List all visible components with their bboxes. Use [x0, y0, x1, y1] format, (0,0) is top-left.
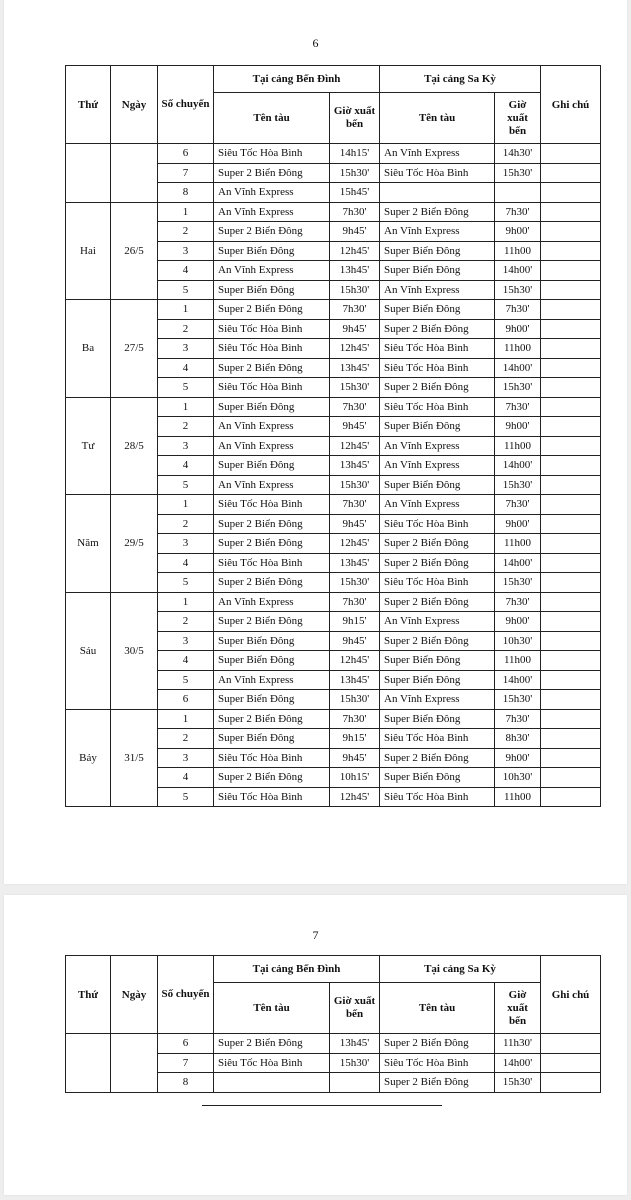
- note-cell: [541, 573, 601, 593]
- ben-dinh-ship-cell: Siêu Tốc Hòa Bình: [214, 378, 330, 398]
- page-number: 7: [312, 928, 319, 942]
- ben-dinh-time-cell: 15h30': [330, 378, 380, 398]
- note-cell: [541, 339, 601, 359]
- sa-ky-time-cell: 15h30': [495, 280, 541, 300]
- sa-ky-time-cell: 10h30': [495, 631, 541, 651]
- header-ship-name: Tên tàu: [380, 93, 495, 144]
- trip-number-cell: 3: [158, 241, 214, 261]
- trip-number-cell: 1: [158, 397, 214, 417]
- trip-number-cell: 4: [158, 261, 214, 281]
- sa-ky-ship-cell: An Vĩnh Express: [380, 456, 495, 476]
- trip-number-cell: 5: [158, 573, 214, 593]
- trip-number-cell: 4: [158, 358, 214, 378]
- ben-dinh-time-cell: 9h45': [330, 417, 380, 437]
- ben-dinh-time-cell: 13h45': [330, 261, 380, 281]
- sa-ky-time-cell: 7h30': [495, 495, 541, 515]
- ben-dinh-ship-cell: An Vĩnh Express: [214, 261, 330, 281]
- sa-ky-ship-cell: An Vĩnh Express: [380, 612, 495, 632]
- sa-ky-time-cell: 14h30': [495, 144, 541, 164]
- note-cell: [541, 183, 601, 203]
- sa-ky-time-cell: [495, 183, 541, 203]
- trip-number-cell: 7: [158, 1053, 214, 1073]
- sa-ky-time-cell: 8h30': [495, 729, 541, 749]
- ben-dinh-ship-cell: Super 2 Biển Đông: [214, 768, 330, 788]
- header-day: Thứ: [66, 956, 111, 1034]
- date-cell: [111, 1034, 158, 1093]
- note-cell: [541, 1034, 601, 1054]
- date-cell: [111, 144, 158, 203]
- header-day: Thứ: [66, 66, 111, 144]
- ben-dinh-time-cell: [330, 1073, 380, 1093]
- trip-number-cell: 3: [158, 534, 214, 554]
- trip-number-cell: 6: [158, 1034, 214, 1054]
- ben-dinh-ship-cell: Super 2 Biển Đông: [214, 358, 330, 378]
- sa-ky-ship-cell: Super 2 Biển Đông: [380, 748, 495, 768]
- sa-ky-time-cell: 11h00: [495, 436, 541, 456]
- ben-dinh-ship-cell: Super 2 Biển Đông: [214, 534, 330, 554]
- sa-ky-ship-cell: Siêu Tốc Hòa Bình: [380, 1053, 495, 1073]
- sa-ky-ship-cell: An Vĩnh Express: [380, 222, 495, 242]
- ben-dinh-time-cell: 7h30': [330, 202, 380, 222]
- table-row: [66, 300, 601, 320]
- ben-dinh-ship-cell: Super Biển Đông: [214, 456, 330, 476]
- sa-ky-ship-cell: Super 2 Biển Đông: [380, 631, 495, 651]
- trip-number-cell: 5: [158, 787, 214, 807]
- trip-number-cell: 2: [158, 417, 214, 437]
- trip-number-cell: 4: [158, 651, 214, 671]
- note-cell: [541, 592, 601, 612]
- trip-number-cell: 5: [158, 280, 214, 300]
- ben-dinh-time-cell: 13h45': [330, 1034, 380, 1054]
- ben-dinh-time-cell: 9h45': [330, 319, 380, 339]
- trip-number-cell: 2: [158, 319, 214, 339]
- ben-dinh-ship-cell: An Vĩnh Express: [214, 670, 330, 690]
- trip-number-cell: 8: [158, 183, 214, 203]
- note-cell: [541, 768, 601, 788]
- end-divider-line: [202, 1105, 442, 1106]
- ben-dinh-ship-cell: Super Biển Đông: [214, 690, 330, 710]
- sa-ky-ship-cell: An Vĩnh Express: [380, 280, 495, 300]
- ben-dinh-time-cell: 13h45': [330, 670, 380, 690]
- trip-number-cell: 5: [158, 378, 214, 398]
- ben-dinh-time-cell: 12h45': [330, 436, 380, 456]
- ben-dinh-ship-cell: Siêu Tốc Hòa Bình: [214, 495, 330, 515]
- header-port-sa-ky: Tại cảng Sa Kỳ: [380, 66, 541, 93]
- header-note: Ghi chú: [541, 956, 601, 1034]
- sa-ky-ship-cell: Super Biển Đông: [380, 768, 495, 788]
- trip-number-cell: 6: [158, 144, 214, 164]
- sa-ky-ship-cell: Siêu Tốc Hòa Bình: [380, 163, 495, 183]
- sa-ky-time-cell: 11h30': [495, 1034, 541, 1054]
- ben-dinh-time-cell: 7h30': [330, 709, 380, 729]
- sa-ky-time-cell: 14h00': [495, 456, 541, 476]
- sa-ky-ship-cell: Super Biển Đông: [380, 261, 495, 281]
- ben-dinh-ship-cell: An Vĩnh Express: [214, 436, 330, 456]
- ben-dinh-time-cell: 7h30': [330, 300, 380, 320]
- header-port-ben-dinh: Tại cảng Bến Đình: [214, 66, 380, 93]
- ben-dinh-time-cell: 15h30': [330, 690, 380, 710]
- ben-dinh-time-cell: 9h45': [330, 748, 380, 768]
- note-cell: [541, 144, 601, 164]
- header-departure-time: Giờ xuất bến: [495, 983, 541, 1034]
- sa-ky-time-cell: 9h00': [495, 748, 541, 768]
- table-row: [66, 1034, 601, 1054]
- ben-dinh-ship-cell: [214, 1073, 330, 1093]
- ben-dinh-time-cell: 15h30': [330, 475, 380, 495]
- sa-ky-time-cell: 11h00: [495, 534, 541, 554]
- table-row: [66, 495, 601, 515]
- trip-number-cell: 3: [158, 436, 214, 456]
- sa-ky-time-cell: 9h00': [495, 612, 541, 632]
- sa-ky-ship-cell: Siêu Tốc Hòa Bình: [380, 397, 495, 417]
- ben-dinh-ship-cell: Super 2 Biển Đông: [214, 163, 330, 183]
- ben-dinh-time-cell: 9h45': [330, 222, 380, 242]
- ben-dinh-time-cell: 13h45': [330, 358, 380, 378]
- trip-number-cell: 1: [158, 592, 214, 612]
- trip-number-cell: 2: [158, 729, 214, 749]
- ben-dinh-time-cell: 9h15': [330, 729, 380, 749]
- ben-dinh-ship-cell: Super 2 Biển Đông: [214, 300, 330, 320]
- sa-ky-ship-cell: Super 2 Biển Đông: [380, 1034, 495, 1054]
- table-row: [66, 397, 601, 417]
- note-cell: [541, 241, 601, 261]
- note-cell: [541, 612, 601, 632]
- sa-ky-time-cell: 14h00': [495, 670, 541, 690]
- ben-dinh-time-cell: 7h30': [330, 495, 380, 515]
- sa-ky-time-cell: 7h30': [495, 397, 541, 417]
- trip-number-cell: 2: [158, 222, 214, 242]
- trip-number-cell: 5: [158, 670, 214, 690]
- ben-dinh-time-cell: 7h30': [330, 592, 380, 612]
- note-cell: [541, 358, 601, 378]
- schedule-table: [65, 955, 601, 1093]
- ben-dinh-ship-cell: Super 2 Biển Đông: [214, 222, 330, 242]
- date-cell: 27/5: [111, 300, 158, 398]
- sa-ky-ship-cell: Super 2 Biển Đông: [380, 202, 495, 222]
- sa-ky-ship-cell: An Vĩnh Express: [380, 144, 495, 164]
- header-departure-time: Giờ xuất bến: [330, 93, 380, 144]
- sa-ky-time-cell: 11h00: [495, 339, 541, 359]
- ben-dinh-time-cell: 15h30': [330, 163, 380, 183]
- note-cell: [541, 280, 601, 300]
- sa-ky-time-cell: 9h00': [495, 417, 541, 437]
- note-cell: [541, 261, 601, 281]
- date-cell: 26/5: [111, 202, 158, 300]
- ben-dinh-time-cell: 15h30': [330, 573, 380, 593]
- note-cell: [541, 300, 601, 320]
- ben-dinh-ship-cell: Super Biển Đông: [214, 631, 330, 651]
- day-cell: Bảy: [66, 709, 111, 807]
- day-cell: Ba: [66, 300, 111, 398]
- sa-ky-time-cell: 15h30': [495, 1073, 541, 1093]
- note-cell: [541, 417, 601, 437]
- ben-dinh-ship-cell: Siêu Tốc Hòa Bình: [214, 553, 330, 573]
- sa-ky-ship-cell: An Vĩnh Express: [380, 690, 495, 710]
- trip-number-cell: 1: [158, 202, 214, 222]
- trip-number-cell: 6: [158, 690, 214, 710]
- document-page-6: [4, 0, 627, 884]
- ben-dinh-time-cell: 13h45': [330, 456, 380, 476]
- sa-ky-time-cell: 14h00': [495, 358, 541, 378]
- sa-ky-time-cell: 15h30': [495, 475, 541, 495]
- sa-ky-ship-cell: Super Biển Đông: [380, 475, 495, 495]
- header-trip-number: Số chuyến: [158, 956, 214, 1034]
- trip-number-cell: 1: [158, 495, 214, 515]
- note-cell: [541, 163, 601, 183]
- sa-ky-ship-cell: Siêu Tốc Hòa Bình: [380, 573, 495, 593]
- document-page-7: [4, 895, 627, 1195]
- header-departure-time: Giờ xuất bến: [495, 93, 541, 144]
- sa-ky-time-cell: 7h30': [495, 202, 541, 222]
- trip-number-cell: 3: [158, 748, 214, 768]
- ben-dinh-ship-cell: Super 2 Biển Đông: [214, 1034, 330, 1054]
- sa-ky-time-cell: 11h00: [495, 651, 541, 671]
- day-cell: Sáu: [66, 592, 111, 709]
- header-note: Ghi chú: [541, 66, 601, 144]
- trip-number-cell: 4: [158, 456, 214, 476]
- sa-ky-time-cell: 10h30': [495, 768, 541, 788]
- note-cell: [541, 222, 601, 242]
- trip-number-cell: 2: [158, 514, 214, 534]
- note-cell: [541, 319, 601, 339]
- sa-ky-time-cell: 15h30': [495, 378, 541, 398]
- note-cell: [541, 709, 601, 729]
- sa-ky-ship-cell: Super 2 Biển Đông: [380, 534, 495, 554]
- sa-ky-ship-cell: Super Biển Đông: [380, 670, 495, 690]
- ben-dinh-time-cell: 14h15': [330, 144, 380, 164]
- ben-dinh-ship-cell: Siêu Tốc Hòa Bình: [214, 787, 330, 807]
- date-cell: 31/5: [111, 709, 158, 807]
- note-cell: [541, 631, 601, 651]
- schedule-body: [66, 144, 601, 807]
- table-row: [66, 592, 601, 612]
- note-cell: [541, 553, 601, 573]
- note-cell: [541, 397, 601, 417]
- table-row: [66, 202, 601, 222]
- sa-ky-ship-cell: Siêu Tốc Hòa Bình: [380, 729, 495, 749]
- ben-dinh-ship-cell: Siêu Tốc Hòa Bình: [214, 339, 330, 359]
- ben-dinh-time-cell: 7h30': [330, 397, 380, 417]
- day-cell: Tư: [66, 397, 111, 495]
- note-cell: [541, 1073, 601, 1093]
- header-ship-name: Tên tàu: [214, 983, 330, 1034]
- header-ship-name: Tên tàu: [380, 983, 495, 1034]
- day-cell: Năm: [66, 495, 111, 593]
- sa-ky-time-cell: 9h00': [495, 222, 541, 242]
- trip-number-cell: 2: [158, 612, 214, 632]
- sa-ky-ship-cell: Siêu Tốc Hòa Bình: [380, 787, 495, 807]
- ben-dinh-time-cell: 9h45': [330, 631, 380, 651]
- note-cell: [541, 729, 601, 749]
- schedule-table: [65, 65, 601, 807]
- sa-ky-ship-cell: Super Biển Đông: [380, 709, 495, 729]
- sa-ky-ship-cell: Super 2 Biển Đông: [380, 1073, 495, 1093]
- date-cell: 29/5: [111, 495, 158, 593]
- trip-number-cell: 4: [158, 768, 214, 788]
- note-cell: [541, 514, 601, 534]
- sa-ky-ship-cell: Siêu Tốc Hòa Bình: [380, 339, 495, 359]
- trip-number-cell: 3: [158, 631, 214, 651]
- ben-dinh-ship-cell: An Vĩnh Express: [214, 417, 330, 437]
- sa-ky-ship-cell: Super 2 Biển Đông: [380, 592, 495, 612]
- ben-dinh-ship-cell: An Vĩnh Express: [214, 202, 330, 222]
- sa-ky-ship-cell: Super Biển Đông: [380, 300, 495, 320]
- sa-ky-time-cell: 14h00': [495, 553, 541, 573]
- note-cell: [541, 690, 601, 710]
- note-cell: [541, 202, 601, 222]
- sa-ky-ship-cell: Super 2 Biển Đông: [380, 319, 495, 339]
- ben-dinh-ship-cell: Siêu Tốc Hòa Bình: [214, 1053, 330, 1073]
- trip-number-cell: 1: [158, 300, 214, 320]
- ben-dinh-time-cell: 15h30': [330, 280, 380, 300]
- ben-dinh-time-cell: 12h45': [330, 339, 380, 359]
- ben-dinh-ship-cell: An Vĩnh Express: [214, 183, 330, 203]
- ben-dinh-ship-cell: Super 2 Biển Đông: [214, 514, 330, 534]
- ben-dinh-time-cell: 15h45': [330, 183, 380, 203]
- trip-number-cell: 5: [158, 475, 214, 495]
- table-row: [66, 144, 601, 164]
- sa-ky-time-cell: 9h00': [495, 319, 541, 339]
- note-cell: [541, 378, 601, 398]
- header-date: Ngày: [111, 956, 158, 1034]
- ben-dinh-ship-cell: An Vĩnh Express: [214, 592, 330, 612]
- sa-ky-time-cell: 7h30': [495, 300, 541, 320]
- sa-ky-time-cell: 15h30': [495, 163, 541, 183]
- sa-ky-ship-cell: Super 2 Biển Đông: [380, 378, 495, 398]
- sa-ky-ship-cell: Super Biển Đông: [380, 417, 495, 437]
- note-cell: [541, 456, 601, 476]
- sa-ky-time-cell: 11h00: [495, 241, 541, 261]
- note-cell: [541, 670, 601, 690]
- ben-dinh-ship-cell: Siêu Tốc Hòa Bình: [214, 144, 330, 164]
- date-cell: 30/5: [111, 592, 158, 709]
- sa-ky-time-cell: 11h00: [495, 787, 541, 807]
- ben-dinh-ship-cell: Siêu Tốc Hòa Bình: [214, 319, 330, 339]
- note-cell: [541, 651, 601, 671]
- header-departure-time: Giờ xuất bến: [330, 983, 380, 1034]
- sa-ky-ship-cell: Siêu Tốc Hòa Bình: [380, 514, 495, 534]
- header-port-sa-ky: Tại cảng Sa Kỳ: [380, 956, 541, 983]
- sa-ky-time-cell: 9h00': [495, 514, 541, 534]
- sa-ky-ship-cell: An Vĩnh Express: [380, 495, 495, 515]
- sa-ky-time-cell: 14h00': [495, 1053, 541, 1073]
- table-row: [66, 709, 601, 729]
- ben-dinh-ship-cell: Super 2 Biển Đông: [214, 573, 330, 593]
- ben-dinh-time-cell: 15h30': [330, 1053, 380, 1073]
- sa-ky-time-cell: 7h30': [495, 592, 541, 612]
- ben-dinh-time-cell: 12h45': [330, 787, 380, 807]
- sa-ky-ship-cell: Super Biển Đông: [380, 241, 495, 261]
- ben-dinh-time-cell: 9h45': [330, 514, 380, 534]
- ben-dinh-time-cell: 10h15': [330, 768, 380, 788]
- note-cell: [541, 787, 601, 807]
- header-date: Ngày: [111, 66, 158, 144]
- page-number: 6: [312, 36, 319, 50]
- note-cell: [541, 436, 601, 456]
- sa-ky-ship-cell: Siêu Tốc Hòa Bình: [380, 358, 495, 378]
- day-cell: Hai: [66, 202, 111, 300]
- day-cell: [66, 144, 111, 203]
- trip-number-cell: 3: [158, 339, 214, 359]
- note-cell: [541, 1053, 601, 1073]
- ben-dinh-ship-cell: Super Biển Đông: [214, 729, 330, 749]
- ben-dinh-time-cell: 12h45': [330, 651, 380, 671]
- sa-ky-ship-cell: An Vĩnh Express: [380, 436, 495, 456]
- note-cell: [541, 495, 601, 515]
- header-port-ben-dinh: Tại cảng Bến Đình: [214, 956, 380, 983]
- sa-ky-time-cell: 15h30': [495, 690, 541, 710]
- ben-dinh-time-cell: 12h45': [330, 534, 380, 554]
- sa-ky-time-cell: 7h30': [495, 709, 541, 729]
- note-cell: [541, 534, 601, 554]
- sa-ky-time-cell: 15h30': [495, 573, 541, 593]
- trip-number-cell: 7: [158, 163, 214, 183]
- header-trip-number: Số chuyến: [158, 66, 214, 144]
- day-cell: [66, 1034, 111, 1093]
- note-cell: [541, 748, 601, 768]
- ben-dinh-time-cell: 9h15': [330, 612, 380, 632]
- ben-dinh-ship-cell: Super Biển Đông: [214, 280, 330, 300]
- sa-ky-ship-cell: Super 2 Biển Đông: [380, 553, 495, 573]
- ben-dinh-time-cell: 13h45': [330, 553, 380, 573]
- note-cell: [541, 475, 601, 495]
- sa-ky-time-cell: 14h00': [495, 261, 541, 281]
- trip-number-cell: 8: [158, 1073, 214, 1093]
- ben-dinh-ship-cell: Super Biển Đông: [214, 397, 330, 417]
- ben-dinh-ship-cell: Super Biển Đông: [214, 241, 330, 261]
- trip-number-cell: 4: [158, 553, 214, 573]
- trip-number-cell: 1: [158, 709, 214, 729]
- date-cell: 28/5: [111, 397, 158, 495]
- sa-ky-ship-cell: [380, 183, 495, 203]
- sa-ky-ship-cell: Super Biển Đông: [380, 651, 495, 671]
- header-ship-name: Tên tàu: [214, 93, 330, 144]
- ben-dinh-time-cell: 12h45': [330, 241, 380, 261]
- schedule-body: [66, 1034, 601, 1093]
- ben-dinh-ship-cell: Super 2 Biển Đông: [214, 709, 330, 729]
- ben-dinh-ship-cell: Super 2 Biển Đông: [214, 612, 330, 632]
- ben-dinh-ship-cell: Siêu Tốc Hòa Bình: [214, 748, 330, 768]
- ben-dinh-ship-cell: Super Biển Đông: [214, 651, 330, 671]
- ben-dinh-ship-cell: An Vĩnh Express: [214, 475, 330, 495]
